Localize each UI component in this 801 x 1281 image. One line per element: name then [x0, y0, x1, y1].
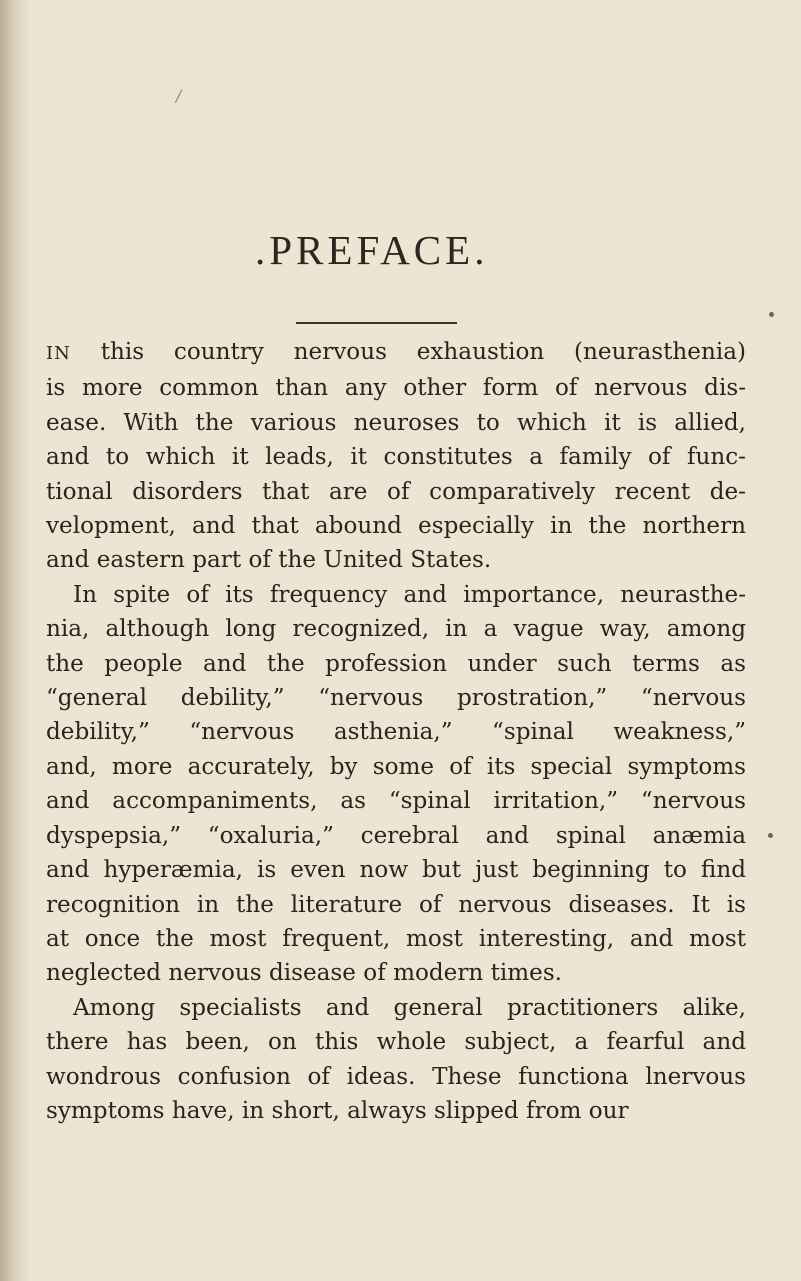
text-line: and to which it leads, it constitutes a family of func-: [46, 444, 746, 471]
text-line: tional disorders that are of comparatively recent de-: [46, 478, 746, 505]
text-line: Among specialists and general practitioners alike,: [73, 994, 746, 1021]
text-line: “general debility,” “nervous prostration,” “nervous: [46, 685, 746, 712]
text-line: nia, although long recognized, in a vague way, among: [46, 616, 746, 643]
text-line: and accompaniments, as “spinal irritation,” “nervous: [46, 788, 746, 815]
text-line: In spite of its frequency and importance, neurasthe-: [73, 581, 746, 608]
text-line: neglected nervous disease of modern times.: [46, 960, 563, 987]
margin-speck: [768, 833, 773, 838]
text-line: and eastern part of the United States.: [46, 547, 492, 574]
text-line: ease. With the various neuroses to which it is allied,: [46, 409, 746, 436]
stray-pencil-mark: /: [176, 86, 182, 105]
page-title: .PREFACE.: [255, 227, 489, 273]
page-edge-shadow: [0, 0, 30, 1281]
title-divider: [296, 322, 457, 324]
paragraph: [46, 335, 746, 578]
line-text: this country nervous exhaustion (neurasthenia): [70, 339, 746, 365]
margin-speck: [769, 312, 774, 317]
text-line: is more common than any other form of nervous dis-: [46, 375, 746, 402]
text-line: the people and the profession under such terms as: [46, 650, 746, 677]
smallcaps-lead-in: IN: [46, 343, 71, 364]
text-line: and, more accurately, by some of its special symptoms: [46, 753, 746, 780]
preface-body: [46, 335, 746, 1128]
text-line: debility,” “nervous asthenia,” “spinal weakness,”: [46, 719, 746, 746]
text-line: symptoms have, in short, always slipped from our: [46, 1097, 629, 1124]
paragraph: [46, 991, 746, 1129]
text-line: [46, 335, 746, 371]
text-line: and hyperæmia, is even now but just beginning to find: [46, 857, 746, 884]
paragraph: [46, 578, 746, 991]
text-line: dyspepsia,” “oxaluria,” cerebral and spinal anæmia: [46, 822, 746, 849]
text-line: wondrous confusion of ideas. These functiona lnervous: [46, 1063, 746, 1090]
text-line: there has been, on this whole subject, a fearful and: [46, 1029, 746, 1056]
text-line: velopment, and that abound especially in the northern: [46, 513, 746, 540]
text-line: at once the most frequent, most interesting, and most: [46, 925, 746, 952]
text-line: recognition in the literature of nervous diseases. It is: [46, 891, 746, 918]
